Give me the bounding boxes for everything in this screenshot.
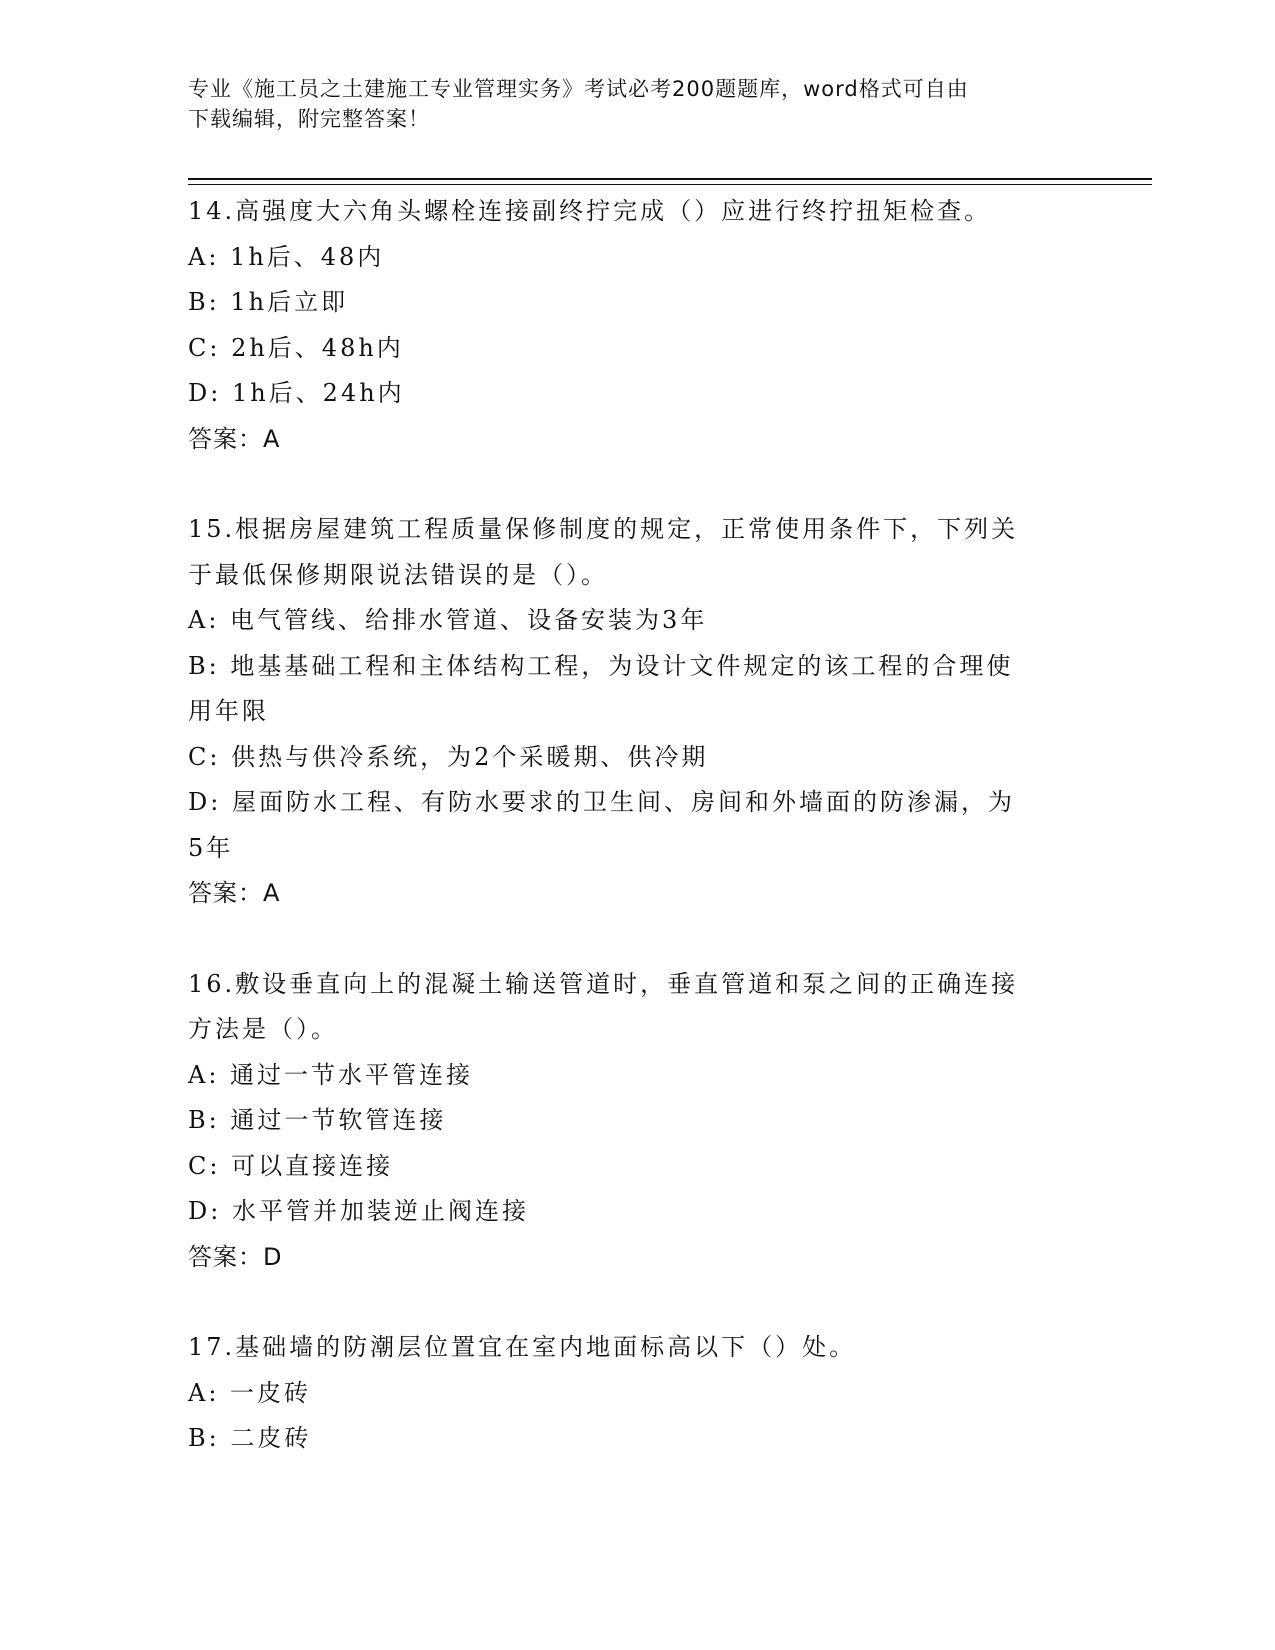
option-line: C: 可以直接连接 — [188, 1151, 394, 1180]
document-header — [188, 74, 1068, 134]
question-item — [188, 507, 1088, 917]
question-item — [188, 189, 1088, 462]
option-line: A: 1h后、48内 — [188, 242, 385, 271]
answer-line: 答案：D — [188, 1242, 283, 1271]
option-line: A: 电气管线、给排水管道、设备安装为3年 — [188, 606, 708, 634]
option-line: C: 供热与供冷系统，为2个采暖期、供冷期 — [188, 742, 709, 771]
option-line: A: 一皮砖 — [188, 1378, 312, 1407]
question-spacer — [188, 917, 1088, 962]
question-stem-line: 14.高强度大六角头螺栓连接副终拧完成（）应进行终拧扭矩检查。 — [188, 197, 992, 225]
question-stem-line: 方法是（）。 — [188, 1015, 338, 1043]
option-line: B: 通过一节软管连接 — [188, 1106, 447, 1134]
answer-line: 答案：A — [188, 424, 281, 453]
question-spacer — [188, 1280, 1088, 1325]
header-line-1: 专业《施工员之土建施工专业管理实务》考试必考200题题库，word格式可自由 — [188, 77, 969, 101]
option-line: D: 水平管并加装逆止阀连接 — [188, 1197, 529, 1225]
question-stem-line: 15.根据房屋建筑工程质量保修制度的规定，正常使用条件下，下列关 — [188, 515, 1019, 543]
option-line: B: 地基基础工程和主体结构工程，为设计文件规定的该工程的合理使 — [188, 651, 1014, 680]
option-line: B: 1h后立即 — [188, 288, 349, 316]
question-spacer — [188, 462, 1088, 507]
header-divider-thick — [188, 178, 1152, 180]
option-line: D: 1h后、24h内 — [188, 379, 405, 407]
option-line: 用年限 — [188, 697, 269, 725]
option-line: D: 屋面防水工程、有防水要求的卫生间、房间和外墙面的防渗漏，为 — [188, 788, 1015, 816]
question-stem-line: 于最低保修期限说法错误的是（）。 — [188, 560, 608, 589]
question-list — [188, 189, 1088, 1462]
option-line: C: 2h后、48h内 — [188, 333, 404, 362]
question-item — [188, 1325, 1088, 1462]
question-item — [188, 962, 1088, 1281]
answer-line: 答案：A — [188, 879, 281, 907]
header-divider-thin — [188, 184, 1152, 185]
option-line: A: 通过一节水平管连接 — [188, 1060, 474, 1089]
option-line: B: 二皮砖 — [188, 1424, 312, 1452]
option-line: 5年 — [188, 833, 234, 862]
question-stem-line: 17.基础墙的防潮层位置宜在室内地面标高以下（）处。 — [188, 1333, 857, 1361]
question-stem-line: 16.敷设垂直向上的混凝土输送管道时，垂直管道和泵之间的正确连接 — [188, 969, 1019, 998]
header-line-2: 下载编辑，附完整答案！ — [188, 107, 430, 131]
